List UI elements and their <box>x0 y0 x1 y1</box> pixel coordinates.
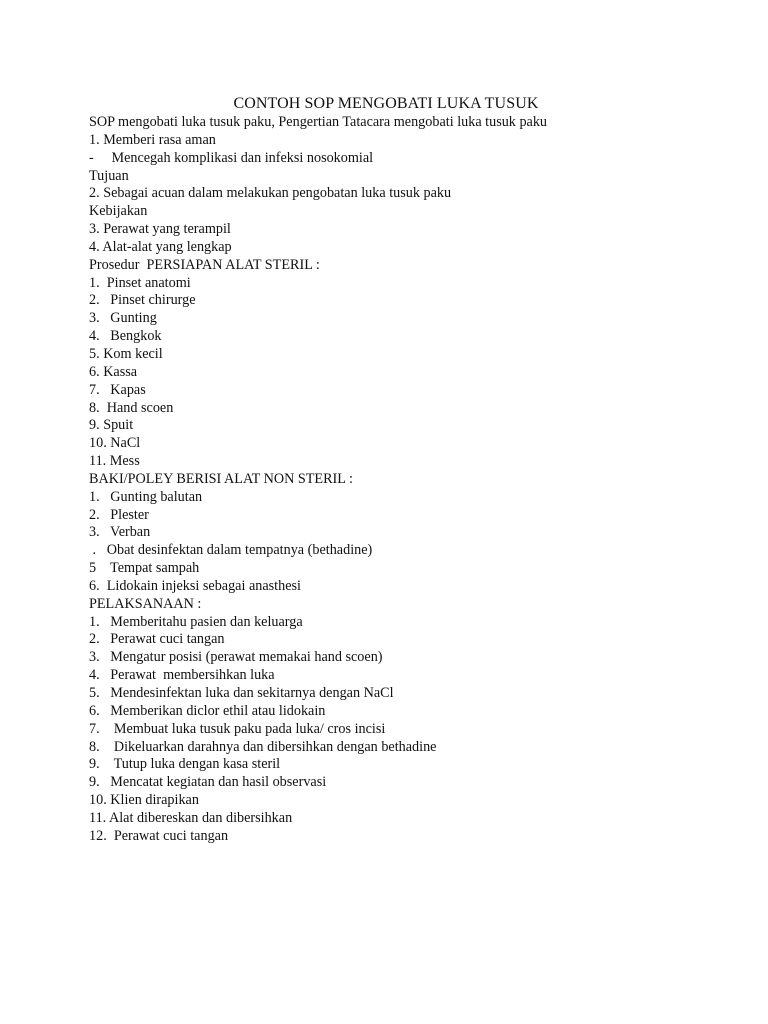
document-line: 2. Plester <box>89 506 149 523</box>
document-line: 4. Perawat membersihkan luka <box>89 667 275 684</box>
document-line: 2. Perawat cuci tangan <box>89 631 225 648</box>
document-line: 7. Kapas <box>89 381 146 398</box>
document-line: 4. Alat-alat yang lengkap <box>89 238 232 255</box>
document-line: 10. Klien dirapikan <box>89 792 199 809</box>
document-line: 4. Bengkok <box>89 328 162 345</box>
document-line: 9. Mencatat kegiatan dan hasil observasi <box>89 774 327 791</box>
document-line: 1. Pinset anatomi <box>89 274 191 291</box>
document-line: 8. Dikeluarkan darahnya dan dibersihkan dengan bethadine <box>89 738 437 755</box>
document-line: 9. Tutup luka dengan kasa steril <box>89 756 281 773</box>
document-line: 3. Verban <box>89 524 151 541</box>
document-line: 1. Memberi rasa aman <box>89 131 216 148</box>
document-line: 11. Alat dibereskan dan dibersihkan <box>89 809 293 826</box>
document-line: 3. Gunting <box>89 310 157 327</box>
document-line: . Obat desinfektan dalam tempatnya (bethadine) <box>89 542 373 559</box>
document-line: 5. Mendesinfektan luka dan sekitarnya dengan NaCl <box>89 685 394 701</box>
document-title: CONTOH SOP MENGOBATI LUKA TUSUK <box>233 95 539 112</box>
document-line: - Mencegah komplikasi dan infeksi nosokomial <box>89 149 374 166</box>
document-line: 6. Kassa <box>89 363 138 380</box>
document-line: 2. Pinset chirurge <box>89 292 196 309</box>
document-line: 12. Perawat cuci tangan <box>89 827 229 844</box>
document-line: Prosedur PERSIAPAN ALAT STERIL : <box>89 256 320 273</box>
document-line: 6. Memberikan diclor ethil atau lidokain <box>89 702 326 719</box>
document-line: 9. Spuit <box>89 417 134 434</box>
document-line: BAKI/POLEY BERISI ALAT NON STERIL : <box>89 470 353 487</box>
document-line: 11. Mess <box>89 453 140 470</box>
document-line: Kebijakan <box>89 203 148 220</box>
document-line: 5 Tempat sampah <box>89 560 200 577</box>
document-line: 1. Memberitahu pasien dan keluarga <box>89 613 303 630</box>
document-line: 6. Lidokain injeksi sebagai anasthesi <box>89 577 301 594</box>
document-line: SOP mengobati luka tusuk paku, Pengertian Tatacara mengobati luka tusuk paku <box>89 114 548 130</box>
document-body <box>89 114 749 846</box>
document-line: PELAKSANAAN : <box>89 595 202 612</box>
document-line: 7. Membuat luka tusuk paku pada luka/ cros incisi <box>89 720 386 737</box>
document-line: 8. Hand scoen <box>89 399 174 416</box>
document-line: 10. NaCl <box>89 435 141 452</box>
document-line: 3. Perawat yang terampil <box>89 221 231 238</box>
document-line: 3. Mengatur posisi (perawat memakai hand scoen) <box>89 649 383 666</box>
document-line: Tujuan <box>89 167 129 184</box>
document-line: 5. Kom kecil <box>89 345 163 362</box>
document-line: 2. Sebagai acuan dalam melakukan pengobatan luka tusuk paku <box>89 185 452 202</box>
document-line: 1. Gunting balutan <box>89 488 203 505</box>
